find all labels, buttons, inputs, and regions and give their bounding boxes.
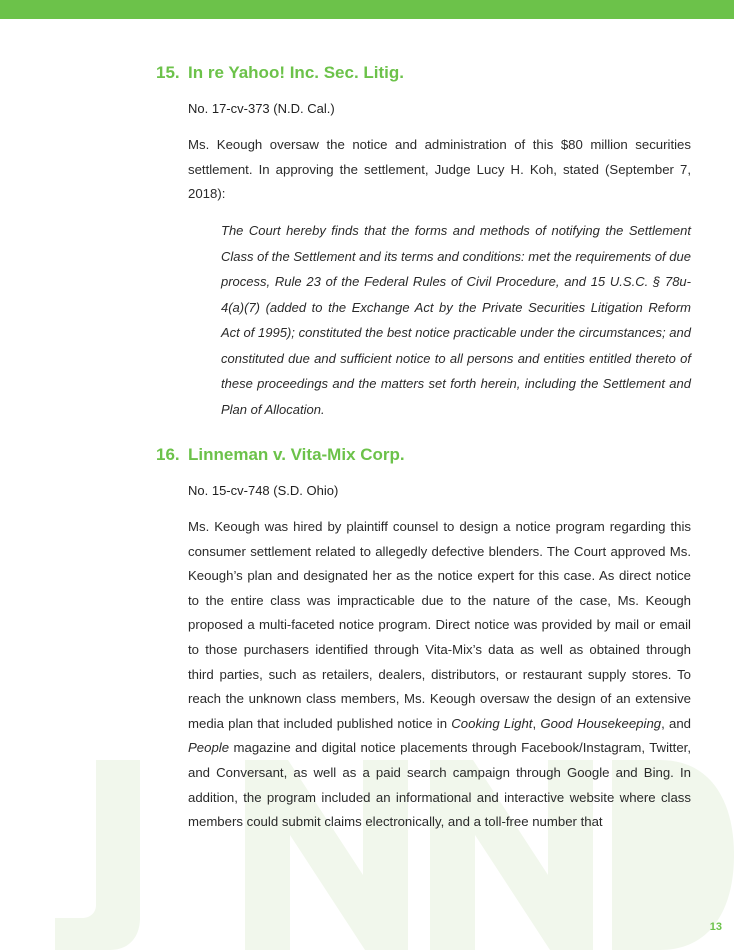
section-heading-15	[156, 63, 404, 83]
section-paragraph	[188, 515, 691, 835]
paragraph-text: magazine and digital notice placements through Facebook/Instagram, Twitter, and Conversant, as well as a paid search campaign through Google and Bing. In addition, the program included an informational and interactive website where class members could submit claims electronically, and a toll-free number that	[188, 740, 691, 830]
page-number: 13	[709, 921, 722, 933]
case-number: No. 15-cv-748 (S.D. Ohio)	[188, 483, 339, 498]
separator: , and	[661, 715, 691, 731]
watermark-letter-j	[55, 760, 140, 950]
case-number: No. 17-cv-373 (N.D. Cal.)	[188, 101, 335, 116]
publication-title: People	[188, 740, 230, 756]
section-heading-16	[156, 445, 405, 465]
separator: ,	[532, 715, 541, 731]
paragraph-text: Ms. Keough was hired by plaintiff counsel to design a notice program regarding this consumer settlement related to allegedly defective blenders. The Court approved Ms. Keough’s plan and designated her as the notice expert for this case. As direct notice to the entire class was impracticable due to the nature of the case, Ms. Keough proposed a multi-faceted notice program. Direct notice was provided by mail or email to those purchasers identified through Vita-Mix’s data as well as obtained through third parties, such as retailers, dealers, distributors, or restaurant supply stores. To reach the unknown class members, Ms. Keough oversaw the design of an extensive media plan that included published notice in	[188, 519, 691, 731]
section-title: Linneman v. Vita-Mix Corp.	[188, 445, 405, 464]
section-number: 16.	[156, 445, 180, 464]
publication-title: Cooking Light	[451, 715, 533, 731]
section-paragraph: Ms. Keough oversaw the notice and administration of this $80 million securities settlement. In approving the settlement, Judge Lucy H. Koh, stated (September 7, 2018):	[188, 137, 691, 202]
publication-title: Good Housekeeping	[540, 715, 662, 731]
court-quote: The Court hereby finds that the forms and methods of notifying the Settlement Class of the Settlement and its terms and conditions: met the requirements of due process, Rule 23 of the Federal Rules of Civil Procedure, and 15 U.S.C. § 78u-4(a)(7) (added to the Exchange Act by the Private Securities Litigation Reform Act of 1995); constituted the best notice practicable under the circumstances; and constituted due and sufficient notice to all persons and entities entitled thereto of these proceedings and the matters set forth herein, including the Settlement and Plan of Allocation.	[221, 223, 691, 417]
section-title: In re Yahoo! Inc. Sec. Litig.	[188, 63, 405, 82]
section-number: 15.	[156, 63, 180, 82]
